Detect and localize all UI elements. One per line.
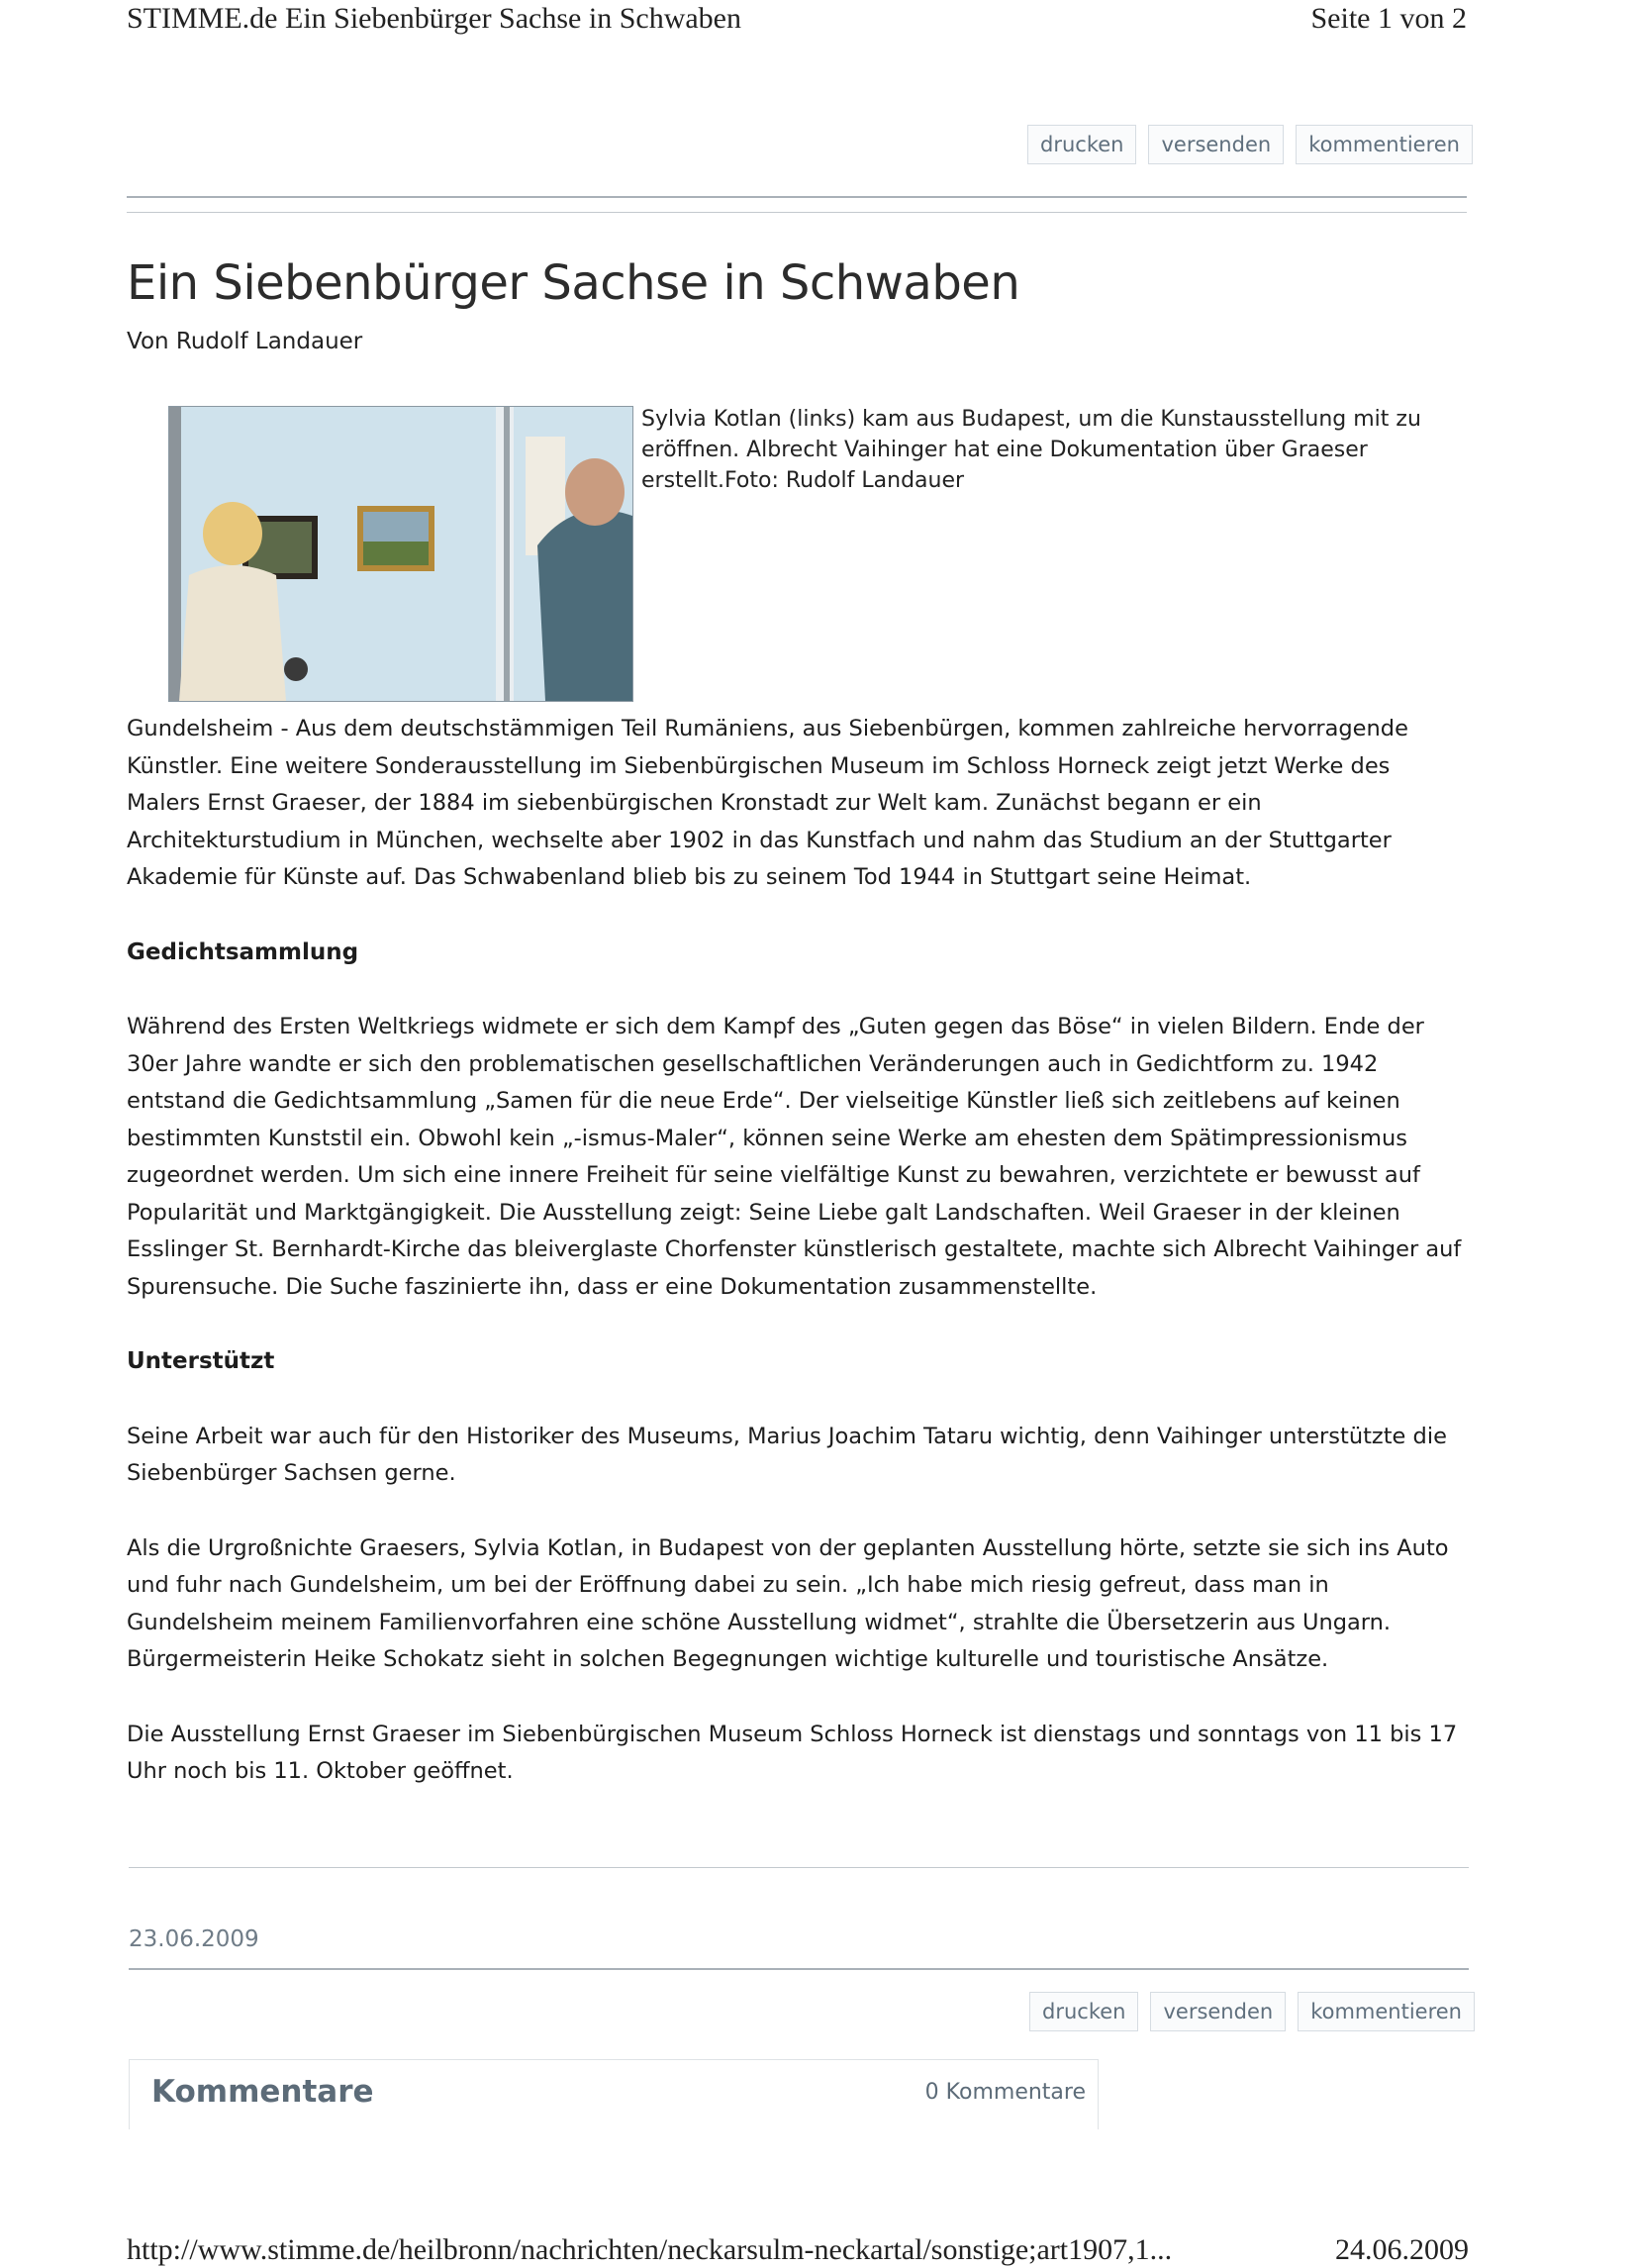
print-header-site-title: STIMME.de Ein Siebenbürger Sachse in Schwaben [127, 2, 741, 35]
print-button[interactable]: drucken [1029, 1992, 1138, 2031]
comments-count[interactable]: 0 Kommentare [924, 2080, 1086, 2105]
article-body [127, 711, 1465, 1828]
comments-box [129, 2059, 1099, 2129]
divider [127, 196, 1467, 198]
article-date: 23.06.2009 [129, 1926, 259, 1952]
article-paragraph: Als die Urgroßnichte Graesers, Sylvia Kotlan, in Budapest von der geplanten Ausstellung hörte, setzte sie sich ins Auto und fuhr nach Gundelsheim, um bei der Eröffnung dabei zu sein. „Ich habe mich riesig gefreut, dass man in Gundelsheim meinem Familienvorfahren eine schöne Ausstellung widmet“, strahlte die Übersetzerin aus Ungarn. Bürgermeisterin Heike Schokatz sieht in solchen Begegnungen wichtige kulturelle und touristische Ansätze. [127, 1534, 1449, 1672]
exhibition-photo-illustration [169, 407, 632, 701]
print-button[interactable]: drucken [1027, 125, 1136, 164]
article-paragraph: Die Ausstellung Ernst Graeser im Siebenbürgischen Museum Schloss Horneck ist dienstags und sonntags von 11 bis 17 Uhr noch bis 11. Oktober geöffnet. [127, 1721, 1458, 1784]
divider [129, 1867, 1469, 1868]
article-subheading: Unterstützt [127, 1348, 275, 1374]
article-byline: Von Rudolf Landauer [127, 329, 363, 354]
divider [129, 1968, 1469, 1970]
article-photo [168, 406, 633, 702]
print-header-page-indicator: Seite 1 von 2 [1310, 2, 1467, 35]
article-paragraph: Gundelsheim - Aus dem deutschstämmigen Teil Rumäniens, aus Siebenbürgen, kommen zahlreiche hervorragende Künstler. Eine weitere Sonderausstellung im Siebenbürgischen Museum im Schloss Horneck zeigt jetzt Werke des Malers Ernst Graeser, der 1884 im siebenbürgischen Kronstadt zur Welt kam. Zunächst begann er ein Architekturstudium in München, wechselte aber 1902 in das Kunstfach und nahm das Studium an der Stuttgarter Akademie für Künste auf. Das Schwabenland blieb bis zu seinem Tod 1944 in Stuttgart seine Heimat. [127, 716, 1408, 890]
article-subheading: Gedichtsammlung [127, 938, 359, 965]
send-button[interactable]: versenden [1148, 125, 1284, 164]
article-title: Ein Siebenbürger Sachse in Schwaben [127, 255, 1020, 311]
divider [127, 212, 1467, 213]
print-header [127, 0, 1467, 40]
comment-button[interactable]: kommentieren [1298, 1992, 1475, 2031]
article-toolbar-top [1027, 125, 1473, 164]
print-footer-url: http://www.stimme.de/heilbronn/nachrichten/neckarsulm-neckartal/sonstige;art1907,1... [127, 2233, 1173, 2266]
send-button[interactable]: versenden [1150, 1992, 1286, 2031]
article-paragraph: Seine Arbeit war auch für den Historiker des Museums, Marius Joachim Tataru wichtig, denn Vaihinger unterstützte die Siebenbürger Sachsen gerne. [127, 1423, 1447, 1486]
print-footer-date: 24.06.2009 [1335, 2233, 1469, 2266]
comment-button[interactable]: kommentieren [1296, 125, 1473, 164]
article-toolbar-bottom [1029, 1992, 1475, 2031]
article-paragraph: Während des Ersten Weltkriegs widmete er sich dem Kampf des „Guten gegen das Böse“ in vielen Bildern. Ende der 30er Jahre wandte er sich den problematischen gesellschaftlichen Veränderungen auch in Gedichtform zu. 1942 entstand die Gedichtsammlung „Samen für die neue Erde“. Der vielseitige Künstler ließ sich zeitlebens auf keinen bestimmten Kunststil ein. Obwohl kein „-ismus-Maler“, können seine Werke am ehesten dem Spätimpressionismus zugeordnet werden. Um sich eine innere Freiheit für seine vielfältige Kunst zu bewahren, verzichtete er bewusst auf Popularität und Marktgängigkeit. Die Ausstellung zeigt: Seine Liebe galt Landschaften. Weil Graeser in der kleinen Esslinger St. Bernhardt-Kirche das bleiverglaste Chorfenster künstlerisch gestaltete, machte sich Albrecht Vaihinger auf Spurensuche. Die Suche faszinierte ihn, dass er eine Dokumentation zusammenstellte. [127, 1014, 1462, 1300]
comments-heading: Kommentare [151, 2074, 374, 2110]
photo-caption: Sylvia Kotlan (links) kam aus Budapest, um die Kunstausstellung mit zu eröffnen. Albrecht Vaihinger hat eine Dokumentation über Graeser erstellt.Foto: Rudolf Landauer [641, 407, 1421, 493]
